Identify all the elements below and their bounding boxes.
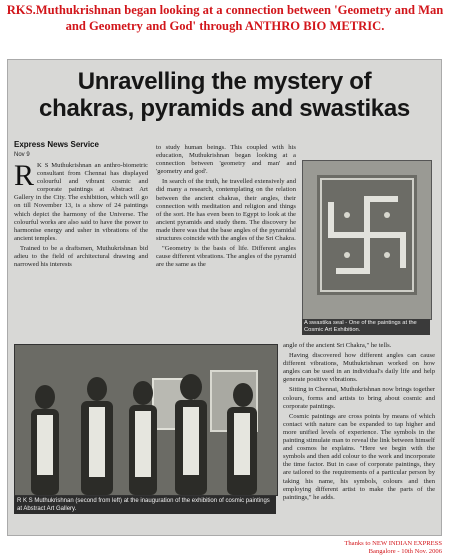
col3-para-3: Sitting in Chennai, Muthukrishnan now brings together colours, forms and artists to bring about cosmic and corporate paintings. — [283, 386, 435, 410]
byline: Express News Service — [14, 140, 99, 149]
article-column-1 — [14, 162, 148, 340]
article-title-line2: chakras, pyramids and swastikas — [39, 95, 410, 122]
dateline: Nov 9 — [14, 152, 30, 158]
newspaper-clipping — [7, 59, 442, 536]
col2-para-2: In search of the truth, he travelled extensively and did many a research, contemplating on the relation between the ancient chakras, their angles, their connection with meditation and religion and things of the sort. He has even been to Egypt to look at the ancient pyramids and study them. The discovery he made there was that the base angles of the pyramidal structures coincide with the angles of the Sri Chakra. — [156, 178, 296, 243]
col3-para-1: angle of the ancient Sri Chakra," he tells. — [283, 342, 392, 349]
swastika-icon — [317, 175, 417, 295]
credit-date: Bangalore - 10th Nov. 2006 — [368, 548, 442, 555]
col1-para-2: Trained to be a draftsmen, Muthukrishnan bid adieu to the field of architectural drawing and narrowed his interests — [14, 244, 148, 269]
dropcap: R — [14, 162, 35, 192]
col3-para-4: Cosmic paintings are cross points by means of which contact with nature can be expanded to tap higher and more unified levels of experience. The symbols in the painting stimulate man to reveal the link between himself and cosmos he explains. "Here we begin with the symbols and then add colour to the work and incorporate the time factor. But in case of corporate paintings, they are tailored to the requirements of a particular person by taking his name, his symbols, colours and then employing different artist to make the parts of the paintings," he adds. — [283, 412, 435, 501]
article-title — [8, 68, 441, 122]
swastika-caption: A swastika seal - One of the paintings at the Cosmic Art Exhibition. — [302, 319, 430, 335]
credit-source: Thanks to NEW INDIAN EXPRESS — [344, 540, 442, 547]
article-column-2 — [156, 144, 296, 340]
credit-note — [242, 540, 442, 556]
article-title-line1: Unravelling the mystery of — [77, 68, 372, 95]
inauguration-photo — [14, 344, 278, 496]
col1-para-1: K S Muthukrishnan an anthro-biometric consultant from Chennai has displayed colourful and vibrant cosmic and corporate paintings at Abstract Art Gallery in the City. The exhibition, which will go on till November 13, is a show of 24 paintings which depict the harmony of the Universe. The colourful works are also said to have the power to harmonise energy and usher in vibrations of the ancient temples. — [14, 162, 148, 242]
col3-para-2: Having discovered how different angles can cause different vibrations, Muthukrishnan worked on how angles can be used in an individual's daily life and help generate positive vibrations. — [283, 352, 435, 384]
intro-headline: RKS.Muthukrishnan began looking at a connection between 'Geometry and Man and Geometry and God' through ANTHRO BIO METRIC. — [6, 3, 444, 33]
article-column-3 — [283, 342, 435, 532]
col2-para-1: to study human beings. This coupled with his education, Muthukrishnan began looking at a connection between 'geometry and man' and 'geometry and god'. — [156, 144, 296, 176]
inauguration-photo-caption: R K S Muthukrishnan (second from left) at the inauguration of the exhibition of cosmic paintings at Abstract Art Gallery. — [14, 496, 276, 514]
swastika-seal-painting — [302, 160, 432, 320]
col2-para-3: "Geometry is the basis of life. Different angles cause different vibrations. The angles of the pyramid are the same as the — [156, 245, 296, 269]
